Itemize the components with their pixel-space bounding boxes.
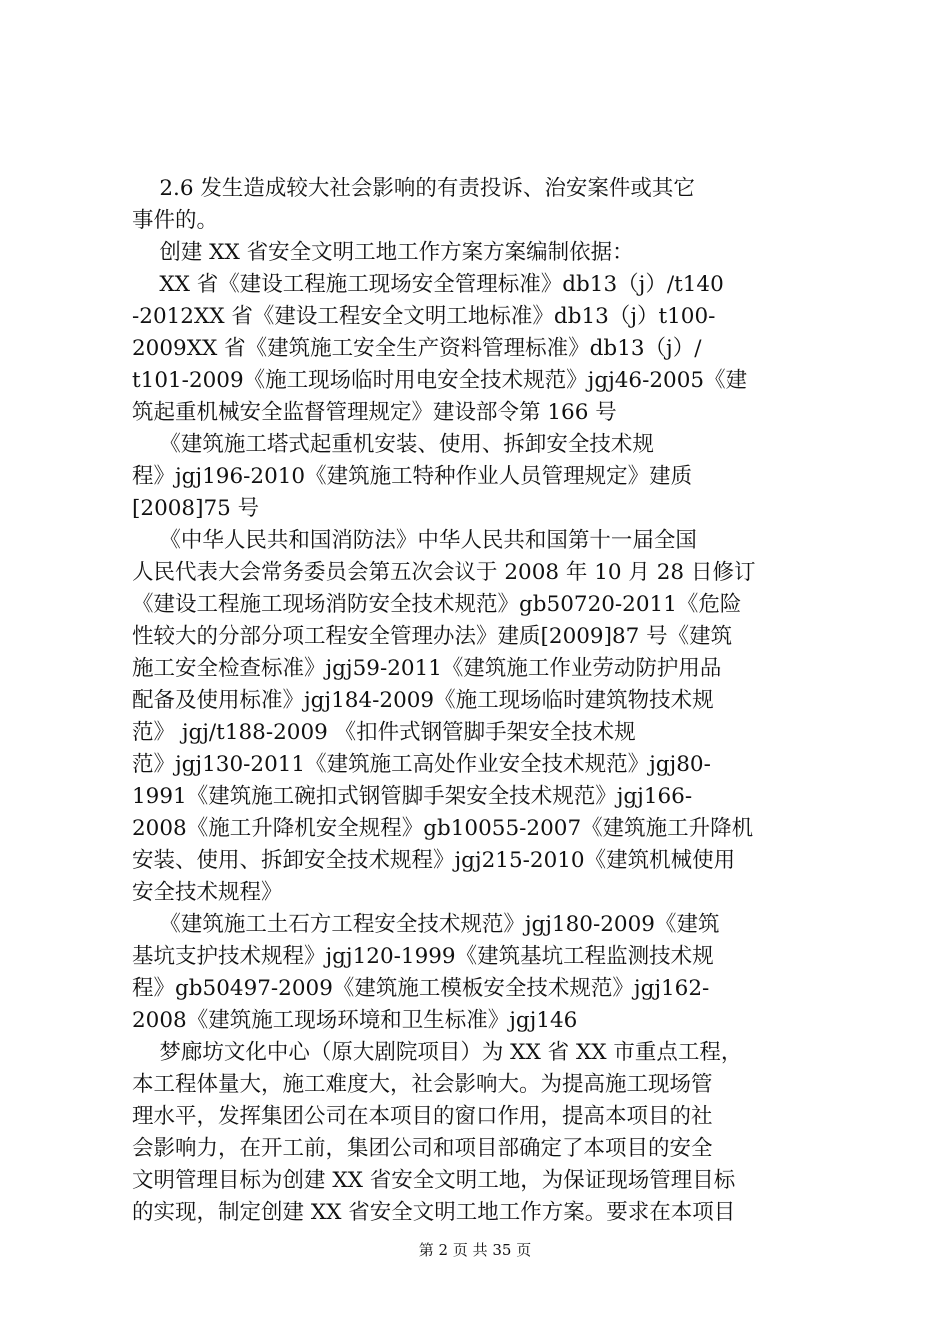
text-line: 《建筑施工土石方工程安全技术规范》jgj180-2009《建筑 <box>132 912 720 937</box>
text-line: 本工程体量大，施工难度大，社会影响大。为提高施工现场管 <box>132 1072 713 1097</box>
text-line: 《建设工程施工现场消防安全技术规范》gb50720-2011《危险 <box>132 592 742 617</box>
text-line: 筑起重机械安全监督管理规定》建设部令第 166 号 <box>132 400 617 425</box>
text-line: 梦廊坊文化中心（原大剧院项目）为 XX 省 XX 市重点工程， <box>132 1040 743 1065</box>
text-line: 性较大的分部分项工程安全管理办法》建质[2009]87 号《建筑 <box>132 624 733 649</box>
text-line: 安全技术规程》 <box>132 880 283 905</box>
text-line: 1991《建筑施工碗扣式钢管脚手架安全技术规范》jgj166- <box>132 784 693 809</box>
text-line: 2008《施工升降机安全规程》gb10055-2007《建筑施工升降机 <box>132 816 754 841</box>
text-line: 施工安全检查标准》jgj59-2011《建筑施工作业劳动防护用品 <box>132 656 722 681</box>
text-line: 《中华人民共和国消防法》中华人民共和国第十一届全国 <box>132 528 697 553</box>
text-line: 范》jgj130-2011《建筑施工高处作业安全技术规范》jgj80- <box>132 752 711 777</box>
text-line: 配备及使用标准》jgj184-2009《施工现场临时建筑物技术规 <box>132 688 714 713</box>
text-line: 事件的。 <box>132 208 219 233</box>
text-line: 人民代表大会常务委员会第五次会议于 2008 年 10 月 28 日修订 <box>132 560 756 585</box>
text-line: 范》 jgj/t188-2009 《扣件式钢管脚手架安全技术规 <box>132 720 636 745</box>
text-line: XX 省《建设工程施工现场安全管理标准》db13（j）/t140 <box>132 272 724 297</box>
text-line: t101-2009《施工现场临时用电安全技术规范》jgj46-2005《建 <box>132 368 748 393</box>
text-line: 的实现，制定创建 XX 省安全文明工地工作方案。要求在本项目 <box>132 1200 736 1225</box>
text-line: 程》jgj196-2010《建筑施工特种作业人员管理规定》建质 <box>132 464 693 489</box>
text-line: 安装、使用、拆卸安全技术规程》jgj215-2010《建筑机械使用 <box>132 848 736 873</box>
text-line: 程》gb50497-2009《建筑施工模板安全技术规范》jgj162- <box>132 976 710 1001</box>
text-line: 2008《建筑施工现场环境和卫生标准》jgj146 <box>132 1008 578 1033</box>
text-line: 《建筑施工塔式起重机安装、使用、拆卸安全技术规 <box>132 432 654 457</box>
text-line: 创建 XX 省安全文明工地工作方案方案编制依据： <box>132 240 634 265</box>
text-line: -2012XX 省《建设工程安全文明工地标准》db13（j）t100- <box>132 304 716 329</box>
text-line: 2.6 发生造成较大社会影响的有责投诉、治安案件或其它 <box>132 176 695 201</box>
page-number-footer: 第 2 页 共 35 页 <box>418 1241 532 1259</box>
text-line: 会影响力，在开工前，集团公司和项目部确定了本项目的安全 <box>132 1136 713 1161</box>
text-line: 基坑支护技术规程》jgj120-1999《建筑基坑工程监测技术规 <box>132 944 714 969</box>
text-line: [2008]75 号 <box>132 496 260 521</box>
text-line: 理水平，发挥集团公司在本项目的窗口作用，提高本项目的社 <box>132 1104 713 1129</box>
text-line: 文明管理目标为创建 XX 省安全文明工地，为保证现场管理目标 <box>132 1168 736 1193</box>
text-line: 2009XX 省《建筑施工安全生产资料管理标准》db13（j）/ <box>132 336 702 361</box>
document-body <box>132 173 832 1229</box>
